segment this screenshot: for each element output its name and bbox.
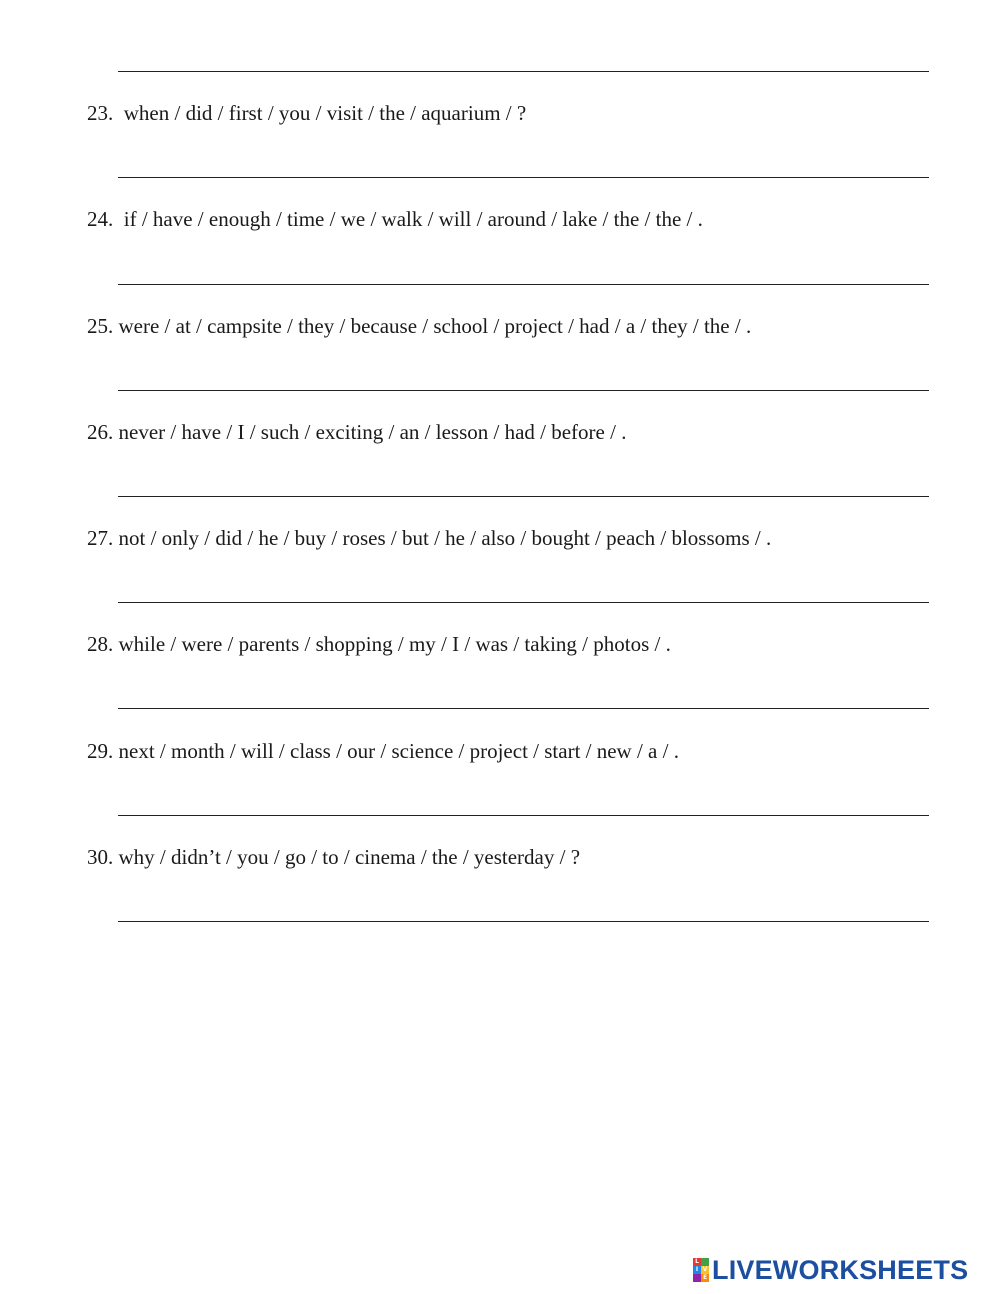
question-27 <box>87 526 771 550</box>
question-text: if / have / enough / time / we / walk / will / around / lake / the / the / . <box>118 207 703 231</box>
logo-text: LIVEWORKSHEETS <box>712 1255 969 1285</box>
question-text: not / only / did / he / buy / roses / but / he / also / bought / peach / blossoms / . <box>118 526 772 550</box>
answer-line-23[interactable] <box>118 177 929 178</box>
question-23 <box>87 101 526 125</box>
liveworksheets-logo[interactable] <box>693 1256 968 1284</box>
question-number: 30. <box>87 845 114 869</box>
question-25 <box>87 314 751 338</box>
question-text: next / month / will / class / our / science / project / start / new / a / . <box>118 739 679 763</box>
question-text: why / didn’t / you / go / to / cinema / the / yesterday / ? <box>118 845 581 869</box>
question-26 <box>87 420 626 444</box>
logo-blocks-icon <box>693 1258 709 1282</box>
question-24 <box>87 207 703 231</box>
answer-line-28[interactable] <box>118 708 929 709</box>
logo-block: L <box>693 1258 701 1266</box>
question-28 <box>87 632 671 656</box>
question-number: 25. <box>87 314 114 338</box>
question-29 <box>87 739 679 763</box>
question-number: 29. <box>87 739 114 763</box>
logo-block <box>693 1274 701 1282</box>
question-text: when / did / first / you / visit / the / aquarium / ? <box>118 101 527 125</box>
question-30 <box>87 845 580 869</box>
answer-line[interactable] <box>118 71 929 72</box>
question-text: were / at / campsite / they / because / school / project / had / a / they / the / . <box>118 314 752 338</box>
logo-block: E <box>702 1274 708 1281</box>
answer-line-30[interactable] <box>118 921 929 922</box>
question-text: while / were / parents / shopping / my / I / was / taking / photos / . <box>118 632 671 656</box>
question-number: 26. <box>87 420 114 444</box>
question-text: never / have / I / such / exciting / an / lesson / had / before / . <box>118 420 627 444</box>
logo-block: I <box>693 1266 701 1274</box>
answer-line-24[interactable] <box>118 284 929 285</box>
question-number: 28. <box>87 632 114 656</box>
answer-line-29[interactable] <box>118 815 929 816</box>
logo-block: V <box>702 1266 708 1273</box>
question-number: 27. <box>87 526 114 550</box>
question-number: 24. <box>87 207 114 231</box>
logo-block <box>701 1258 709 1266</box>
answer-line-26[interactable] <box>118 496 929 497</box>
answer-line-27[interactable] <box>118 602 929 603</box>
question-number: 23. <box>87 101 114 125</box>
answer-line-25[interactable] <box>118 390 929 391</box>
